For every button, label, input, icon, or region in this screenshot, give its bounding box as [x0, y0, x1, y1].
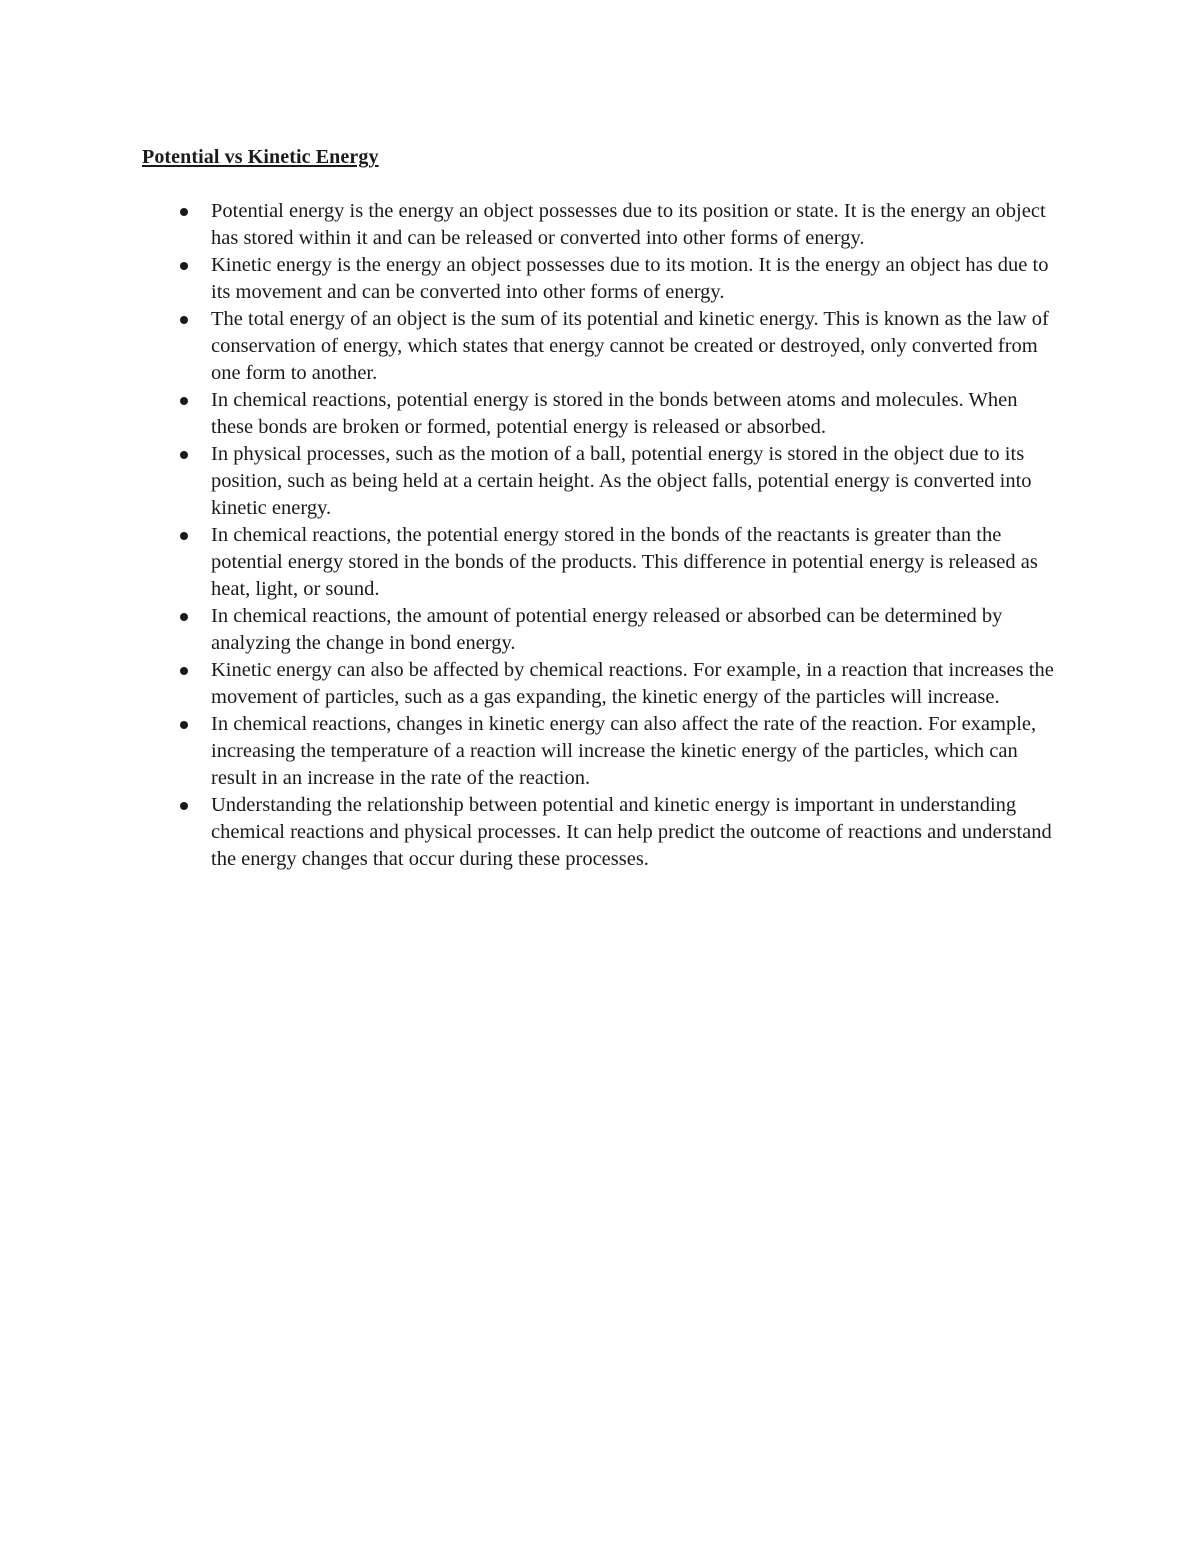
- bullet-icon: [180, 532, 188, 540]
- bullet-icon: [180, 397, 188, 405]
- list-item: [211, 387, 1061, 441]
- bullet-list: [211, 198, 1061, 873]
- bullet-icon: [180, 208, 188, 216]
- bullet-icon: [180, 262, 188, 270]
- bullet-icon: [180, 721, 188, 729]
- list-item: [211, 252, 1061, 306]
- list-item-text: In chemical reactions, the potential energy stored in the bonds of the reactants is greater than the potential energy stored in the bonds of the products. This difference in potential energy is released as heat, light, or sound.: [211, 524, 1038, 600]
- list-item: [211, 657, 1061, 711]
- list-item-text: Kinetic energy is the energy an object possesses due to its motion. It is the energy an object has due to its movement and can be converted into other forms of energy.: [211, 254, 1049, 303]
- bullet-icon: [180, 613, 188, 621]
- list-item-text: In physical processes, such as the motion of a ball, potential energy is stored in the object due to its position, such as being held at a certain height. As the object falls, potential energy is converted into kinetic energy.: [211, 443, 1032, 519]
- bullet-icon: [180, 802, 188, 810]
- list-item: [211, 711, 1061, 792]
- list-item-text: In chemical reactions, the amount of potential energy released or absorbed can be determined by analyzing the change in bond energy.: [211, 605, 1003, 654]
- document-title: Potential vs Kinetic Energy: [142, 146, 379, 168]
- list-item: [211, 792, 1061, 873]
- list-item: [211, 522, 1061, 603]
- list-item: [211, 198, 1061, 252]
- list-item-text: Kinetic energy can also be affected by chemical reactions. For example, in a reaction that increases the movement of particles, such as a gas expanding, the kinetic energy of the particles will increase.: [211, 659, 1054, 708]
- list-item-text: Understanding the relationship between potential and kinetic energy is important in understanding chemical reactions and physical processes. It can help predict the outcome of reactions and understand the energy changes that occur during these processes.: [211, 794, 1052, 870]
- list-item: [211, 603, 1061, 657]
- list-item-text: Potential energy is the energy an object possesses due to its position or state. It is the energy an object has stored within it and can be released or converted into other forms of energy.: [211, 200, 1046, 249]
- list-item: [211, 441, 1061, 522]
- bullet-icon: [180, 667, 188, 675]
- bullet-icon: [180, 316, 188, 324]
- list-item-text: In chemical reactions, potential energy is stored in the bonds between atoms and molecules. When these bonds are broken or formed, potential energy is released or absorbed.: [211, 389, 1018, 438]
- list-item: [211, 306, 1061, 387]
- bullet-icon: [180, 451, 188, 459]
- list-item-text: In chemical reactions, changes in kinetic energy can also affect the rate of the reaction. For example, increasing the temperature of a reaction will increase the kinetic energy of the particles, which can result in an increase in the rate of the reaction.: [211, 713, 1037, 789]
- list-item-text: The total energy of an object is the sum of its potential and kinetic energy. This is known as the law of conservation of energy, which states that energy cannot be created or destroyed, only converted from one form to another.: [211, 308, 1049, 384]
